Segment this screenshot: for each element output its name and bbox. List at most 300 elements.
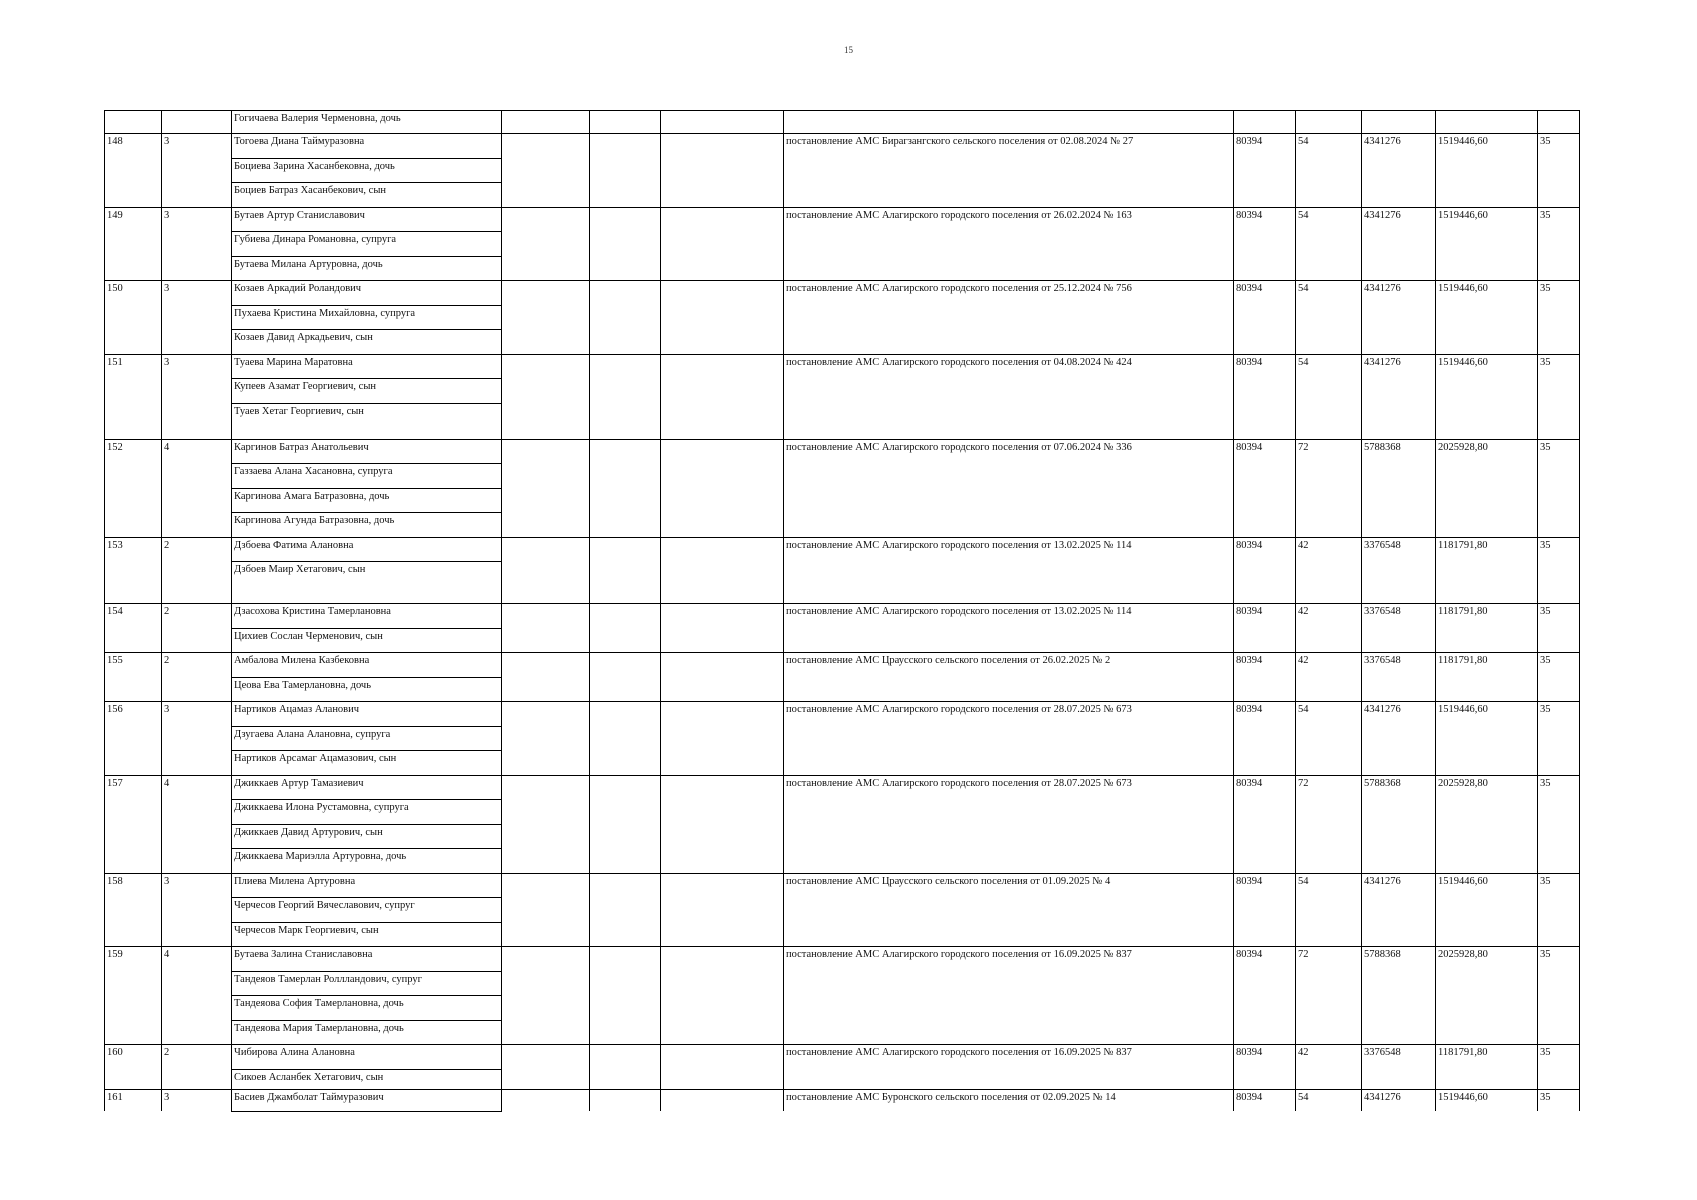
member-name-cell: Амбалова Милена Казбековна (232, 653, 502, 678)
table-row-member (105, 922, 1580, 947)
value-cell (1538, 751, 1580, 776)
empty-cell (661, 702, 784, 727)
member-name-cell: Черчесов Георгий Вячеславович, супруг (232, 898, 502, 923)
empty-cell (502, 281, 590, 306)
member-name-cell: Купеев Азамат Георгиевич, сын (232, 379, 502, 404)
amount-cell (1436, 158, 1538, 183)
table-row (105, 1089, 1580, 1111)
document-cell: постановление АМС Алагирского городского поселения от 07.06.2024 № 336 (784, 439, 1234, 464)
table-row-member (105, 824, 1580, 849)
empty-cell (661, 513, 784, 538)
value-cell (1538, 488, 1580, 513)
family-size-cell (162, 562, 232, 604)
family-size-cell (162, 158, 232, 183)
member-name-cell: Дзбоев Маир Хетагович, сын (232, 562, 502, 604)
value-cell: 80394 (1234, 653, 1296, 678)
document-cell (784, 158, 1234, 183)
value-cell: 80394 (1234, 207, 1296, 232)
value-cell (1362, 158, 1436, 183)
value-cell (1538, 1020, 1580, 1045)
empty-cell (502, 628, 590, 653)
family-size-cell (162, 488, 232, 513)
value-cell: 80394 (1234, 947, 1296, 972)
table-row-member (105, 677, 1580, 702)
member-name-cell: Джиккаев Давид Артурович, сын (232, 824, 502, 849)
value-cell (1296, 1069, 1362, 1089)
empty-cell (661, 379, 784, 404)
empty-cell (590, 971, 661, 996)
amount-cell (1436, 488, 1538, 513)
amount-cell: 1519446,60 (1436, 873, 1538, 898)
value-cell (1296, 1020, 1362, 1045)
record-number-cell: 159 (105, 947, 162, 972)
empty-cell (661, 183, 784, 208)
document-cell: постановление АМС Буронского сельского поселения от 02.09.2025 № 14 (784, 1089, 1234, 1111)
record-number-cell (105, 1069, 162, 1089)
value-cell (1362, 971, 1436, 996)
document-cell (784, 305, 1234, 330)
table-row-member (105, 183, 1580, 208)
amount-cell (1436, 898, 1538, 923)
empty-cell (661, 1089, 784, 1111)
empty-cell (590, 800, 661, 825)
family-size-cell: 4 (162, 947, 232, 972)
empty-cell (590, 158, 661, 183)
value-cell (1362, 800, 1436, 825)
value-cell (1296, 971, 1362, 996)
family-size-cell (162, 379, 232, 404)
value-cell: 5788368 (1362, 439, 1436, 464)
family-size-cell: 2 (162, 537, 232, 562)
empty-cell (590, 726, 661, 751)
amount-cell (1436, 111, 1538, 134)
family-size-cell (162, 513, 232, 538)
empty-cell (590, 232, 661, 257)
family-size-cell: 2 (162, 604, 232, 629)
empty-cell (502, 653, 590, 678)
empty-cell (502, 562, 590, 604)
value-cell: 42 (1296, 653, 1362, 678)
value-cell (1538, 800, 1580, 825)
record-number-cell (105, 1020, 162, 1045)
value-cell (1234, 464, 1296, 489)
empty-cell (661, 726, 784, 751)
value-cell (1234, 751, 1296, 776)
value-cell: 35 (1538, 354, 1580, 379)
empty-cell (502, 232, 590, 257)
value-cell (1296, 379, 1362, 404)
amount-cell: 1181791,80 (1436, 537, 1538, 562)
table-row (105, 1045, 1580, 1070)
family-size-cell (162, 849, 232, 874)
family-size-cell: 2 (162, 1045, 232, 1070)
record-number-cell (105, 513, 162, 538)
value-cell (1362, 330, 1436, 355)
amount-cell (1436, 996, 1538, 1021)
value-cell (1296, 305, 1362, 330)
value-cell: 80394 (1234, 873, 1296, 898)
member-name-cell: Пухаева Кристина Михайловна, супруга (232, 305, 502, 330)
family-size-cell: 3 (162, 134, 232, 159)
value-cell (1362, 562, 1436, 604)
value-cell (1296, 922, 1362, 947)
empty-cell (661, 751, 784, 776)
table-row-member (105, 628, 1580, 653)
amount-cell (1436, 751, 1538, 776)
member-name-cell: Каргинова Агунда Батразовна, дочь (232, 513, 502, 538)
value-cell: 80394 (1234, 775, 1296, 800)
document-cell: постановление АМС Цраусского сельского поселения от 01.09.2025 № 4 (784, 873, 1234, 898)
value-cell: 5788368 (1362, 775, 1436, 800)
document-cell: постановление АМС Цраусского сельского поселения от 26.02.2025 № 2 (784, 653, 1234, 678)
record-number-cell (105, 464, 162, 489)
value-cell (1296, 562, 1362, 604)
family-size-cell (162, 824, 232, 849)
family-size-cell: 3 (162, 702, 232, 727)
value-cell: 80394 (1234, 1089, 1296, 1111)
value-cell (1296, 824, 1362, 849)
member-name-cell: Бутаев Артур Станиславович (232, 207, 502, 232)
table-row-member (105, 403, 1580, 439)
value-cell (1538, 305, 1580, 330)
value-cell (1362, 726, 1436, 751)
empty-cell (502, 800, 590, 825)
empty-cell (502, 403, 590, 439)
value-cell: 80394 (1234, 537, 1296, 562)
empty-cell (590, 751, 661, 776)
member-name-cell: Нартиков Арсамаг Ацамазович, сын (232, 751, 502, 776)
value-cell (1538, 677, 1580, 702)
family-size-cell (162, 677, 232, 702)
record-number-cell (105, 996, 162, 1021)
amount-cell (1436, 726, 1538, 751)
table-row (105, 354, 1580, 379)
value-cell: 54 (1296, 702, 1362, 727)
value-cell: 35 (1538, 947, 1580, 972)
value-cell (1296, 158, 1362, 183)
value-cell (1234, 849, 1296, 874)
record-number-cell (105, 183, 162, 208)
document-cell (784, 1020, 1234, 1045)
value-cell (1234, 183, 1296, 208)
amount-cell (1436, 232, 1538, 257)
family-size-cell (162, 898, 232, 923)
record-number-cell: 157 (105, 775, 162, 800)
value-cell (1362, 677, 1436, 702)
amount-cell: 1181791,80 (1436, 604, 1538, 629)
value-cell (1234, 562, 1296, 604)
empty-cell (502, 677, 590, 702)
table-row-member (105, 800, 1580, 825)
value-cell (1538, 562, 1580, 604)
empty-cell (661, 677, 784, 702)
record-number-cell (105, 800, 162, 825)
empty-cell (590, 1089, 661, 1111)
member-name-cell: Боциева Зарина Хасанбековна, дочь (232, 158, 502, 183)
empty-cell (590, 537, 661, 562)
empty-cell (502, 256, 590, 281)
value-cell (1234, 379, 1296, 404)
empty-cell (661, 111, 784, 134)
member-name-cell: Тогоева Диана Таймуразовна (232, 134, 502, 159)
record-number-cell (105, 158, 162, 183)
table-row-member (105, 726, 1580, 751)
record-number-cell (105, 330, 162, 355)
value-cell (1234, 1020, 1296, 1045)
member-name-cell: Чибирова Алина Алановна (232, 1045, 502, 1070)
empty-cell (502, 305, 590, 330)
family-size-cell: 3 (162, 207, 232, 232)
family-size-cell (162, 1069, 232, 1089)
empty-cell (590, 702, 661, 727)
amount-cell (1436, 330, 1538, 355)
table-row (105, 702, 1580, 727)
member-name-cell: Гогичаева Валерия Черменовна, дочь (232, 111, 502, 134)
table-row-member (105, 488, 1580, 513)
member-name-cell: Джиккаева Илона Рустамовна, супруга (232, 800, 502, 825)
value-cell: 35 (1538, 281, 1580, 306)
document-cell (784, 256, 1234, 281)
empty-cell (590, 379, 661, 404)
document-cell: постановление АМС Алагирского городского поселения от 28.07.2025 № 673 (784, 702, 1234, 727)
member-name-cell: Губиева Динара Романовна, супруга (232, 232, 502, 257)
empty-cell (661, 898, 784, 923)
amount-cell (1436, 1020, 1538, 1045)
amount-cell: 1519446,60 (1436, 207, 1538, 232)
empty-cell (661, 604, 784, 629)
document-cell (784, 488, 1234, 513)
table-row-member (105, 971, 1580, 996)
value-cell (1296, 800, 1362, 825)
document-cell: постановление АМС Бирагзангского сельского поселения от 02.08.2024 № 27 (784, 134, 1234, 159)
empty-cell (502, 702, 590, 727)
value-cell (1296, 751, 1362, 776)
value-cell (1362, 513, 1436, 538)
value-cell (1362, 1069, 1436, 1089)
document-cell: постановление АМС Алагирского городского поселения от 25.12.2024 № 756 (784, 281, 1234, 306)
empty-cell (590, 775, 661, 800)
empty-cell (590, 354, 661, 379)
value-cell (1362, 305, 1436, 330)
family-size-cell: 3 (162, 1089, 232, 1111)
record-number-cell: 160 (105, 1045, 162, 1070)
record-number-cell: 148 (105, 134, 162, 159)
family-size-cell (162, 751, 232, 776)
value-cell (1362, 1020, 1436, 1045)
value-cell: 35 (1538, 775, 1580, 800)
member-name-cell: Боциев Батраз Хасанбекович, сын (232, 183, 502, 208)
family-size-cell (162, 183, 232, 208)
document-cell (784, 232, 1234, 257)
member-name-cell: Козаев Давид Аркадьевич, сын (232, 330, 502, 355)
record-number-cell (105, 232, 162, 257)
value-cell: 54 (1296, 1089, 1362, 1111)
amount-cell: 1519446,60 (1436, 1089, 1538, 1111)
value-cell: 3376548 (1362, 604, 1436, 629)
empty-cell (590, 947, 661, 972)
document-cell: постановление АМС Алагирского городского поселения от 04.08.2024 № 424 (784, 354, 1234, 379)
document-cell: постановление АМС Алагирского городского поселения от 28.07.2025 № 673 (784, 775, 1234, 800)
value-cell (1296, 849, 1362, 874)
amount-cell (1436, 628, 1538, 653)
value-cell (1296, 488, 1362, 513)
value-cell: 54 (1296, 207, 1362, 232)
value-cell: 80394 (1234, 281, 1296, 306)
value-cell: 3376548 (1362, 537, 1436, 562)
record-number-cell (105, 379, 162, 404)
empty-cell (502, 134, 590, 159)
family-size-cell (162, 971, 232, 996)
value-cell (1538, 922, 1580, 947)
amount-cell (1436, 922, 1538, 947)
amount-cell: 2025928,80 (1436, 775, 1538, 800)
empty-cell (502, 922, 590, 947)
value-cell (1538, 183, 1580, 208)
empty-cell (590, 134, 661, 159)
value-cell (1362, 751, 1436, 776)
value-cell (1234, 305, 1296, 330)
record-number-cell: 161 (105, 1089, 162, 1111)
value-cell (1538, 996, 1580, 1021)
empty-cell (502, 971, 590, 996)
record-number-cell: 153 (105, 537, 162, 562)
record-number-cell: 155 (105, 653, 162, 678)
family-size-cell (162, 628, 232, 653)
value-cell: 4341276 (1362, 354, 1436, 379)
value-cell: 42 (1296, 537, 1362, 562)
table-row-member (105, 111, 1580, 134)
empty-cell (502, 537, 590, 562)
value-cell (1362, 111, 1436, 134)
value-cell (1362, 996, 1436, 1021)
value-cell (1538, 111, 1580, 134)
value-cell (1538, 726, 1580, 751)
empty-cell (661, 562, 784, 604)
value-cell: 35 (1538, 702, 1580, 727)
member-name-cell: Бутаева Залина Станиславовна (232, 947, 502, 972)
table-row-member (105, 464, 1580, 489)
family-size-cell (162, 305, 232, 330)
value-cell (1234, 628, 1296, 653)
value-cell: 42 (1296, 1045, 1362, 1070)
empty-cell (590, 824, 661, 849)
value-cell (1296, 256, 1362, 281)
member-name-cell: Джиккаева Мариэлла Артуровна, дочь (232, 849, 502, 874)
document-cell (784, 971, 1234, 996)
record-number-cell: 154 (105, 604, 162, 629)
empty-cell (590, 111, 661, 134)
empty-cell (661, 403, 784, 439)
document-cell (784, 922, 1234, 947)
member-name-cell: Басиев Джамболат Таймуразович (232, 1089, 502, 1111)
value-cell (1234, 488, 1296, 513)
member-name-cell: Козаев Аркадий Роландович (232, 281, 502, 306)
amount-cell: 2025928,80 (1436, 439, 1538, 464)
empty-cell (661, 873, 784, 898)
empty-cell (661, 330, 784, 355)
value-cell (1538, 403, 1580, 439)
empty-cell (661, 354, 784, 379)
value-cell: 80394 (1234, 134, 1296, 159)
table-row-member (105, 1020, 1580, 1045)
value-cell (1538, 513, 1580, 538)
value-cell (1296, 996, 1362, 1021)
document-cell (784, 849, 1234, 874)
empty-cell (502, 1020, 590, 1045)
empty-cell (590, 256, 661, 281)
empty-cell (590, 628, 661, 653)
document-cell (784, 330, 1234, 355)
document-cell: постановление АМС Алагирского городского поселения от 16.09.2025 № 837 (784, 1045, 1234, 1070)
table-row (105, 537, 1580, 562)
record-number-cell (105, 628, 162, 653)
value-cell (1362, 232, 1436, 257)
value-cell: 35 (1538, 1089, 1580, 1111)
empty-cell (661, 158, 784, 183)
amount-cell (1436, 513, 1538, 538)
member-name-cell: Бутаева Милана Артуровна, дочь (232, 256, 502, 281)
empty-cell (661, 488, 784, 513)
document-cell (784, 726, 1234, 751)
empty-cell (590, 677, 661, 702)
member-name-cell: Нартиков Ацамаз Аланович (232, 702, 502, 727)
empty-cell (590, 281, 661, 306)
value-cell (1362, 256, 1436, 281)
value-cell (1538, 464, 1580, 489)
document-cell (784, 403, 1234, 439)
empty-cell (661, 256, 784, 281)
value-cell: 35 (1538, 439, 1580, 464)
document-cell (784, 379, 1234, 404)
value-cell (1362, 464, 1436, 489)
value-cell: 4341276 (1362, 207, 1436, 232)
table-row (105, 439, 1580, 464)
value-cell: 72 (1296, 439, 1362, 464)
table-row (105, 947, 1580, 972)
empty-cell (661, 207, 784, 232)
empty-cell (502, 996, 590, 1021)
empty-cell (590, 873, 661, 898)
member-name-cell: Дзасохова Кристина Тамерлановна (232, 604, 502, 629)
value-cell: 35 (1538, 134, 1580, 159)
record-number-cell: 152 (105, 439, 162, 464)
member-name-cell: Сикоев Асланбек Хетагович, сын (232, 1069, 502, 1089)
empty-cell (590, 996, 661, 1021)
empty-cell (661, 922, 784, 947)
value-cell: 54 (1296, 281, 1362, 306)
empty-cell (502, 1069, 590, 1089)
empty-cell (661, 971, 784, 996)
empty-cell (661, 947, 784, 972)
value-cell: 5788368 (1362, 947, 1436, 972)
member-name-cell: Каргинова Амага Батразовна, дочь (232, 488, 502, 513)
document-cell (784, 824, 1234, 849)
amount-cell: 1519446,60 (1436, 281, 1538, 306)
empty-cell (502, 330, 590, 355)
member-name-cell: Плиева Милена Артуровна (232, 873, 502, 898)
record-number-cell: 156 (105, 702, 162, 727)
value-cell (1234, 971, 1296, 996)
table-row (105, 207, 1580, 232)
record-number-cell (105, 971, 162, 996)
amount-cell (1436, 464, 1538, 489)
empty-cell (590, 1069, 661, 1089)
empty-cell (590, 439, 661, 464)
value-cell (1234, 898, 1296, 923)
value-cell (1234, 513, 1296, 538)
empty-cell (590, 513, 661, 538)
empty-cell (661, 775, 784, 800)
